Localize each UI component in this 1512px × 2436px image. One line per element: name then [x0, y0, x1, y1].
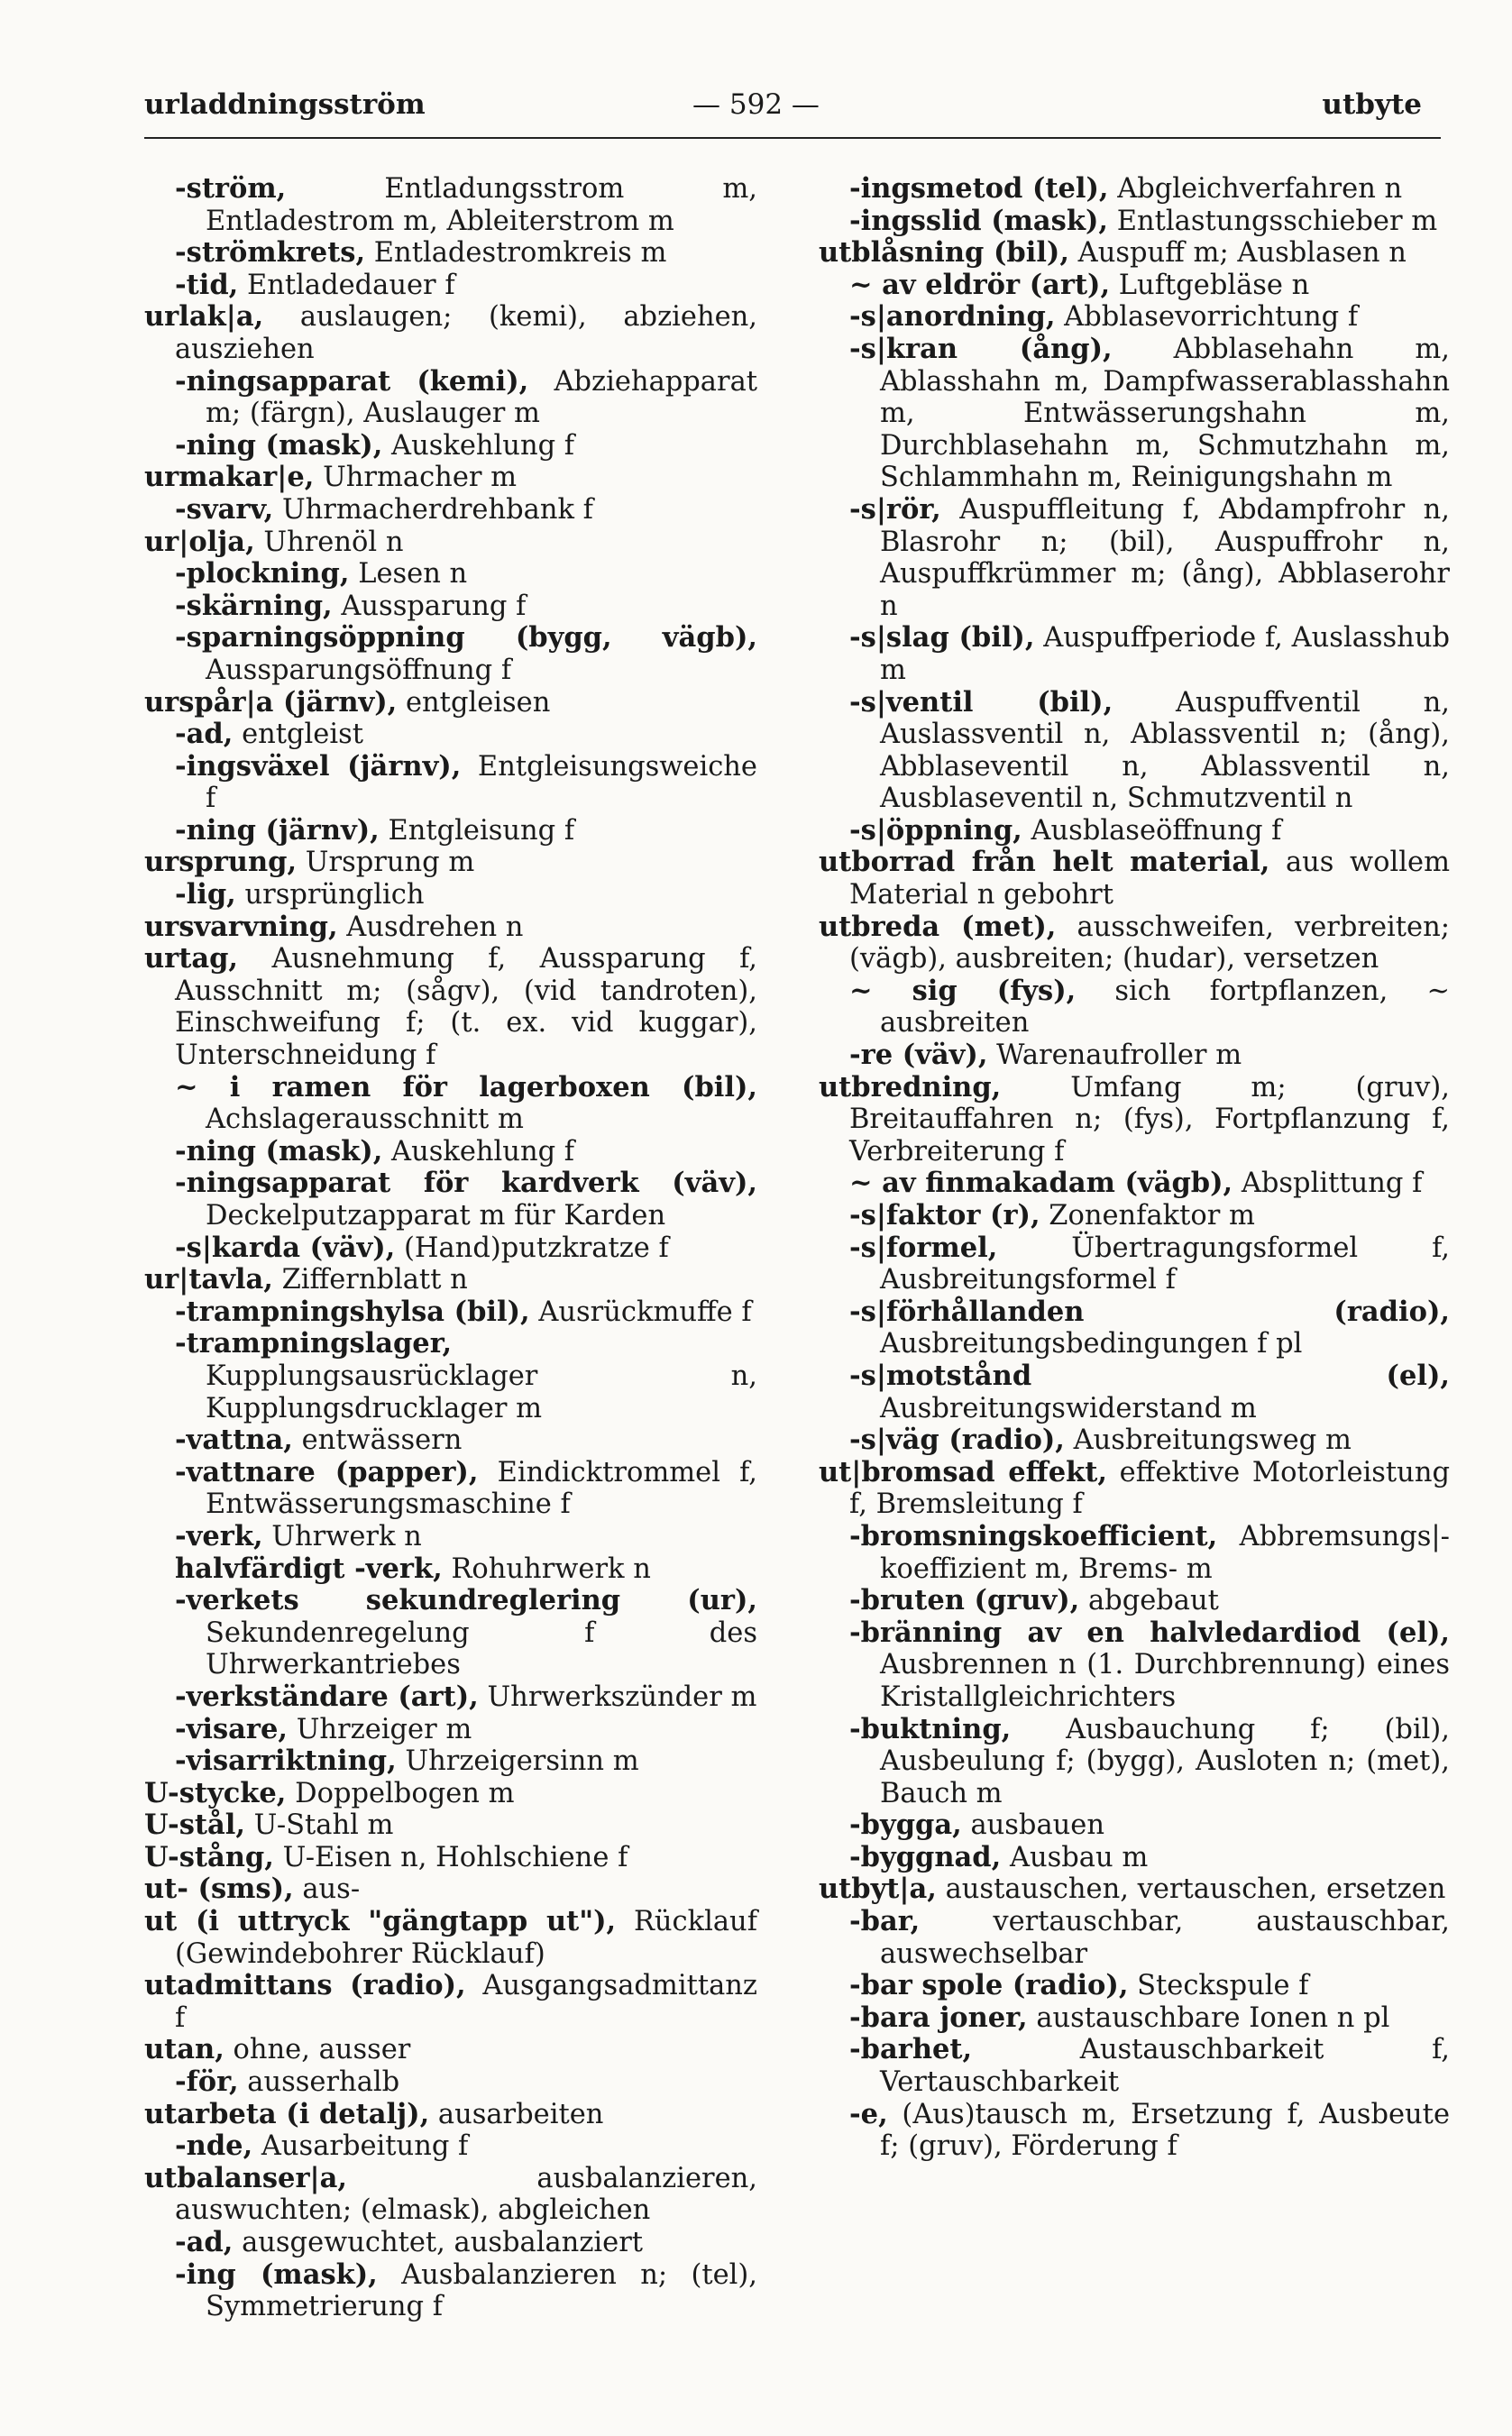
- dictionary-entry: [144, 462, 757, 494]
- dictionary-entry: [819, 2099, 1450, 2163]
- entry-headword: -bränning av en halvledardiod (el),: [849, 1616, 1450, 1649]
- header-rule: [144, 137, 1441, 139]
- entry-translation: entgleisen: [397, 686, 551, 719]
- entry-headword: ~ i ramen för lagerboxen (bil),: [175, 1070, 757, 1104]
- entry-translation: Absplittung f: [1233, 1168, 1423, 1200]
- dictionary-entry: [144, 1970, 757, 2034]
- entry-headword: ut- (sms),: [144, 1873, 294, 1906]
- entry-translation: abgebaut: [1079, 1585, 1219, 1617]
- entry-translation: Auspuffventil n, Auslassventil n, Ablassventil n; (ång), Abblaseventil n, Ablassventil n, Ausblaseventil n, Schmutzventil n: [880, 686, 1450, 815]
- dictionary-entry: [144, 1328, 757, 1424]
- entry-headword: utadmittans (radio),: [144, 1969, 466, 2002]
- dictionary-entry: [144, 2099, 757, 2131]
- dictionary-entry: [819, 975, 1450, 1039]
- entry-translation: Lesen n: [349, 558, 468, 591]
- entry-translation: U-Eisen n, Hohlschiene f: [273, 1841, 628, 1873]
- entry-headword: ursprung,: [144, 846, 298, 879]
- dictionary-entry: [819, 1521, 1450, 1585]
- entry-translation: Ausbalanzieren n; (tel), Symmetrierung f: [206, 2258, 757, 2323]
- entry-translation: Ausbrennen n (1. Durchbrennung) eines Kristallgleichrichters: [880, 1649, 1450, 1713]
- entry-translation: U-Stahl m: [244, 1809, 394, 1842]
- entry-translation: sich fortpflanzen, ~ ausbreiten: [880, 975, 1450, 1039]
- entry-headword: U-stång,: [144, 1840, 274, 1873]
- entry-translation: Uhrmacher m: [314, 462, 518, 494]
- entry-headword: -ningsapparat för kardverk (väv),: [175, 1167, 757, 1200]
- dictionary-entry: [144, 1585, 757, 1681]
- dictionary-entry: [819, 206, 1450, 238]
- dictionary-entry: [819, 1232, 1450, 1296]
- dictionary-entry: [819, 1168, 1450, 1200]
- entry-headword: -trampningslager,: [175, 1327, 453, 1360]
- dictionary-entry: [144, 2163, 757, 2227]
- dictionary-entry: [144, 270, 757, 302]
- dictionary-entry: [144, 591, 757, 623]
- dictionary-entry: [144, 1424, 757, 1457]
- entry-headword: -bruten (gruv),: [849, 1584, 1080, 1617]
- dictionary-entry: [144, 237, 757, 270]
- dictionary-entry: [144, 815, 757, 847]
- entry-translation: Uhrenöl n: [254, 526, 404, 558]
- dictionary-entry: [819, 1039, 1450, 1072]
- entry-headword: -bar spole (radio),: [849, 1969, 1129, 2002]
- dictionary-entry: [144, 1232, 757, 1265]
- dictionary-entry: [144, 527, 757, 559]
- dictionary-entry: [819, 1873, 1450, 1906]
- entry-translation: auslaugen; (kemi), abziehen, ausziehen: [175, 301, 757, 365]
- entry-translation: aus wollem Material n gebohrt: [849, 847, 1450, 911]
- entry-headword: urlak|a,: [144, 300, 264, 334]
- entry-translation: Sekundenregelung f des Uhrwerkantriebes: [206, 1616, 757, 1681]
- entry-headword: -tid,: [175, 268, 239, 301]
- dictionary-entry: [819, 237, 1450, 270]
- entry-translation: austauschen, vertauschen, ersetzen: [936, 1873, 1446, 1906]
- entry-headword: -trampningshylsa (bil),: [175, 1295, 530, 1328]
- entry-translation: Aussparungsöffnung f: [206, 654, 512, 686]
- entry-translation: Entlastungsschieber m: [1108, 205, 1438, 237]
- entry-translation: Abblasevorrichtung f: [1055, 301, 1359, 334]
- dictionary-entry: [144, 1842, 757, 1874]
- entry-headword: -ning (järnv),: [175, 813, 380, 847]
- entry-translation: entgleist: [233, 719, 364, 751]
- entry-translation: Uhrwerk n: [262, 1520, 422, 1552]
- dictionary-entry: [144, 1168, 757, 1232]
- entry-headword: utbyt|a,: [819, 1873, 937, 1906]
- dictionary-entry: [144, 173, 757, 237]
- entry-translation: Uhrmacherdrehbank f: [273, 493, 593, 526]
- entry-headword: -bygga,: [849, 1809, 962, 1842]
- entry-headword: -buktning,: [849, 1712, 1012, 1745]
- dictionary-entry: [144, 1521, 757, 1553]
- dictionary-entry: [144, 1072, 757, 1136]
- entry-headword: U-stål,: [144, 1809, 245, 1842]
- dictionary-entry: [144, 1136, 757, 1168]
- entry-headword: halvfärdigt -verk,: [175, 1552, 443, 1585]
- entry-translation: Ausrückmuffe f: [529, 1296, 752, 1328]
- entry-translation: Entgleisung f: [379, 814, 575, 847]
- entry-headword: -ingsmetod (tel),: [849, 172, 1109, 205]
- dictionary-entry: [819, 494, 1450, 622]
- entry-headword: -bar,: [849, 1905, 921, 1938]
- dictionary-entry: [819, 1457, 1450, 1521]
- dictionary-entry: [144, 1296, 757, 1329]
- dictionary-entry: [819, 622, 1450, 686]
- dictionary-entry: [144, 494, 757, 527]
- dictionary-entry: [819, 1617, 1450, 1714]
- entry-translation: ausbauen: [961, 1809, 1104, 1842]
- dictionary-entry: [819, 301, 1450, 334]
- entry-translation: Auspuffperiode f, Auslasshub m: [880, 622, 1450, 686]
- entry-headword: -verk,: [175, 1519, 263, 1552]
- entry-headword: urtag,: [144, 942, 239, 975]
- entry-headword: -s|kran (ång),: [849, 332, 1113, 365]
- entry-headword: ut|bromsad effekt,: [819, 1455, 1107, 1488]
- entry-translation: Ausbreitungswiderstand m: [880, 1392, 1257, 1424]
- left-column: [144, 173, 757, 2323]
- entry-translation: Umfang m; (gruv), Breitauffahren n; (fys), Fortpflanzung f, Verbreiterung f: [849, 1071, 1450, 1168]
- entry-headword: ut (i uttryck "gängtapp ut"),: [144, 1905, 617, 1938]
- entry-headword: -s|väg (radio),: [849, 1424, 1065, 1457]
- entry-translation: Ziffernblatt n: [272, 1264, 468, 1296]
- entry-headword: -re (väv),: [849, 1039, 988, 1072]
- entry-translation: Kupplungsausrücklager n, Kupplungsdrucklager m: [206, 1360, 757, 1424]
- entry-headword: -nde,: [175, 2129, 253, 2163]
- entry-translation: Steckspule f: [1128, 1970, 1309, 2002]
- entry-translation: Auspuff m; Ausblasen n: [1068, 237, 1407, 270]
- dictionary-entry: [819, 815, 1450, 847]
- dictionary-entry: [144, 719, 757, 751]
- dictionary-entry: [144, 751, 757, 815]
- dictionary-entry: [819, 1200, 1450, 1232]
- entry-headword: ~ sig (fys),: [849, 974, 1077, 1007]
- entry-translation: Ausnehmung f, Aussparung f, Ausschnitt m; (sågv), (vid tandroten), Einschweifung f; (t. ex. vid kuggar), Unterschneidung f: [175, 943, 757, 1072]
- entry-translation: Entladedauer f: [238, 269, 455, 301]
- entry-translation: Doppelbogen m: [286, 1777, 515, 1809]
- dictionary-entry: [819, 1842, 1450, 1874]
- dictionary-entry: [819, 1296, 1450, 1360]
- entry-translation: ausgewuchtet, ausbalanziert: [233, 2227, 644, 2258]
- entry-translation: Ausbau m: [1001, 1841, 1149, 1873]
- entry-headword: utbredning,: [819, 1070, 1002, 1104]
- entry-headword: -s|öppning,: [849, 813, 1022, 847]
- entry-headword: -s|slag (bil),: [849, 621, 1035, 655]
- entry-translation: Uhrzeiger m: [288, 1713, 472, 1745]
- dictionary-entry: [819, 847, 1450, 911]
- entry-headword: -vattnare (papper),: [175, 1455, 479, 1488]
- dictionary-entry: [144, 1681, 757, 1714]
- entry-headword: utarbeta (i detalj),: [144, 2097, 430, 2130]
- entry-headword: ur|tavla,: [144, 1263, 273, 1296]
- entry-translation: Auskehlung f: [382, 429, 575, 462]
- entry-headword: -ingsväxel (järnv),: [175, 749, 462, 783]
- entry-headword: -vattna,: [175, 1424, 293, 1457]
- entry-translation: Ausblaseöffnung f: [1022, 814, 1282, 847]
- entry-translation: ausschweifen, verbreiten; (vägb), ausbreiten; (hudar), versetzen: [849, 911, 1450, 975]
- dictionary-entry: [819, 270, 1450, 302]
- entry-translation: ausserhalb: [238, 2066, 400, 2099]
- entry-headword: utan,: [144, 2033, 225, 2066]
- entry-headword: ursvarvning,: [144, 910, 338, 943]
- entry-translation: Ursprung m: [297, 847, 475, 879]
- entry-headword: -byggnad,: [849, 1840, 1002, 1873]
- entry-headword: utblåsning (bil),: [819, 236, 1069, 270]
- dictionary-entry: [144, 687, 757, 719]
- entry-translation: ohne, ausser: [224, 2034, 411, 2066]
- dictionary-entry: [144, 366, 757, 430]
- entry-headword: urmakar|e,: [144, 461, 315, 494]
- entry-headword: -visarriktning,: [175, 1745, 397, 1778]
- entry-headword: -ningsapparat (kemi),: [175, 364, 529, 398]
- entry-translation: Abziehapparat m; (färgn), Auslauger m: [206, 365, 758, 430]
- entry-translation: Abbremsungs|-koeffizient m, Brems- m: [880, 1520, 1450, 1585]
- dictionary-entry: [819, 1714, 1450, 1810]
- dictionary-entry: [144, 1809, 757, 1842]
- entry-translation: Ausbreitungsbedingungen f pl: [880, 1328, 1303, 1360]
- entry-headword: -svarv,: [175, 492, 274, 526]
- entry-headword: -s|karda (väv),: [175, 1231, 396, 1264]
- dictionary-entry: [819, 1906, 1450, 1970]
- entry-headword: -verkets sekundreglering (ur),: [175, 1584, 757, 1617]
- entry-translation: Austauschbarkeit f, Vertauschbarkeit: [880, 2034, 1450, 2099]
- entry-translation: Übertragungsformel f, Ausbreitungsformel f: [880, 1232, 1450, 1296]
- entry-headword: -ingsslid (mask),: [849, 204, 1109, 237]
- dictionary-entry: [144, 2130, 757, 2163]
- entry-headword: -s|förhållanden (radio),: [849, 1295, 1450, 1328]
- dictionary-entry: [144, 847, 757, 879]
- dictionary-entry: [144, 558, 757, 591]
- entry-headword: -barhet,: [849, 2033, 973, 2066]
- dictionary-entry: [144, 1906, 757, 1970]
- entry-translation: Rücklauf (Gewindebohrer Rücklauf): [175, 1906, 757, 1970]
- entry-translation: Deckelputzapparat m für Karden: [206, 1200, 666, 1232]
- dictionary-entry: [144, 2227, 757, 2259]
- dictionary-entry: [144, 1264, 757, 1296]
- dictionary-entry: [819, 1360, 1450, 1424]
- dictionary-entry: [144, 301, 757, 365]
- entry-headword: -s|formel,: [849, 1231, 998, 1264]
- entry-headword: -ning (mask),: [175, 1134, 383, 1168]
- entry-headword: -för,: [175, 2065, 239, 2099]
- entry-translation: Auspuffleitung f, Abdampfrohr n, Blasrohr n; (bil), Auspuffrohr n, Auspuffkrümmer m; (ång), Abblaserohr n: [880, 493, 1450, 622]
- entry-headword: -ning (mask),: [175, 428, 383, 462]
- dictionary-entry: [144, 2034, 757, 2066]
- entry-headword: U-stycke,: [144, 1776, 287, 1809]
- entry-headword: -bara joner,: [849, 2001, 1028, 2034]
- entry-headword: -verkständare (art),: [175, 1680, 479, 1713]
- entry-translation: Warenaufroller m: [987, 1039, 1242, 1072]
- dictionary-entry: [819, 911, 1450, 975]
- entry-translation: Auskehlung f: [382, 1135, 575, 1168]
- entry-headword: -bromsningskoefficient,: [849, 1519, 1218, 1552]
- entry-translation: ursprünglich: [235, 879, 425, 911]
- entry-translation: Ausgangsadmittanz f: [175, 1970, 757, 2034]
- dictionary-entry: [819, 1809, 1450, 1842]
- entry-translation: aus-: [293, 1873, 361, 1906]
- dictionary-entry: [144, 1778, 757, 1810]
- entry-headword: -skärning,: [175, 589, 333, 622]
- entry-translation: Abblasehahn m, Ablasshahn m, Dampfwasserablasshahn m, Entwässerungshahn m, Durchblasehahn m, Schmutzhahn m, Schlammhahn m, Reinigungshahn m: [880, 333, 1450, 494]
- dictionary-entry: [144, 1457, 757, 1521]
- entry-translation: ausbalanzieren, auswuchten; (elmask), abgleichen: [175, 2162, 757, 2227]
- entry-translation: Entladungsstrom m, Entladestrom m, Ableiterstrom m: [206, 173, 757, 237]
- dictionary-entry: [819, 334, 1450, 494]
- entry-translation: effektive Motorleistung f, Bremsleitung f: [849, 1456, 1450, 1521]
- dictionary-entry: [819, 1072, 1450, 1168]
- entry-headword: -plockning,: [175, 557, 350, 591]
- entry-headword: -sparningsöppning (bygg, vägb),: [175, 621, 757, 655]
- dictionary-entry: [819, 2002, 1450, 2035]
- entry-translation: austauschbare Ionen n pl: [1027, 2001, 1390, 2034]
- right-column: [819, 173, 1450, 2163]
- entry-translation: Uhrwerkszünder m: [478, 1680, 757, 1713]
- entry-translation: Uhrzeigersinn m: [396, 1745, 639, 1778]
- entry-translation: (Aus)tausch m, Ersetzung f, Ausbeute f; (gruv), Förderung f: [880, 2098, 1450, 2163]
- dictionary-entry: [144, 1745, 757, 1778]
- dictionary-entry: [819, 687, 1450, 815]
- entry-headword: -visare,: [175, 1712, 288, 1745]
- entry-headword: ~ av eldrör (art),: [849, 268, 1111, 301]
- entry-translation: Ausbauchung f; (bil), Ausbeulung f; (bygg), Ausloten n; (met), Bauch m: [880, 1713, 1450, 1809]
- entry-headword: -lig,: [175, 878, 236, 911]
- dictionary-entry: [144, 1553, 757, 1586]
- entry-headword: -ad,: [175, 718, 234, 751]
- entry-translation: Entladestromkreis m: [365, 237, 667, 270]
- dictionary-entry: [144, 911, 757, 944]
- entry-translation: entwässern: [292, 1424, 463, 1457]
- entry-headword: -ström,: [175, 172, 287, 205]
- entry-translation: Luftgebläse n: [1110, 269, 1310, 301]
- entry-translation: Ausbreitungsweg m: [1064, 1424, 1352, 1457]
- entry-translation: Ausdrehen n: [337, 911, 524, 943]
- entry-translation: Zonenfaktor m: [1040, 1200, 1255, 1232]
- entry-headword: -s|ventil (bil),: [849, 685, 1113, 719]
- entry-headword: -s|anordning,: [849, 300, 1056, 334]
- running-head-left: urladdningsström: [144, 88, 426, 121]
- entry-translation: Eindicktrommel f, Entwässerungsmaschine f: [206, 1456, 757, 1521]
- dictionary-entry: [819, 173, 1450, 206]
- dictionary-entry: [144, 430, 757, 462]
- entry-translation: vertauschbar, austauschbar, auswechselbar: [880, 1906, 1450, 1970]
- entry-headword: -s|rör,: [849, 492, 941, 526]
- entry-translation: Ausarbeitung f: [252, 2130, 469, 2163]
- dictionary-entry: [144, 2259, 757, 2323]
- entry-headword: ~ av finmakadam (vägb),: [849, 1167, 1233, 1200]
- dictionary-entry: [819, 2034, 1450, 2098]
- dictionary-entry: [144, 1873, 757, 1906]
- dictionary-entry: [144, 622, 757, 686]
- entry-headword: utbreda (met),: [819, 910, 1057, 943]
- dictionary-entry: [819, 1970, 1450, 2002]
- entry-headword: -ad,: [175, 2226, 234, 2258]
- entry-headword: -s|faktor (r),: [849, 1199, 1040, 1232]
- page-number: — 592 —: [692, 88, 820, 121]
- entry-headword: -ing (mask),: [175, 2257, 378, 2291]
- entry-headword: ur|olja,: [144, 525, 255, 558]
- dictionary-entry: [144, 1714, 757, 1746]
- entry-translation: Aussparung f: [332, 590, 527, 622]
- entry-translation: Entgleisungsweiche f: [206, 750, 757, 815]
- entry-headword: -s|motstånd (el),: [849, 1359, 1450, 1392]
- running-head-right: utbyte: [1322, 88, 1422, 121]
- dictionary-entry: [144, 879, 757, 911]
- dictionary-entry: [144, 2066, 757, 2099]
- entry-translation: ausarbeiten: [429, 2098, 604, 2130]
- entry-headword: utborrad från helt material,: [819, 846, 1270, 879]
- entry-headword: -e,: [849, 2097, 888, 2130]
- entry-headword: utbalanser|a,: [144, 2161, 347, 2194]
- dictionary-entry: [819, 1424, 1450, 1457]
- entry-translation: Rohuhrwerk n: [442, 1552, 651, 1585]
- entry-headword: urspår|a (järnv),: [144, 685, 398, 719]
- entry-translation: (Hand)putzkratze f: [395, 1232, 669, 1264]
- dictionary-entry: [144, 943, 757, 1071]
- entry-headword: -strömkrets,: [175, 236, 366, 270]
- dictionary-entry: [819, 1585, 1450, 1617]
- entry-translation: Abgleichverfahren n: [1108, 173, 1403, 205]
- entry-translation: Achslagerausschnitt m: [206, 1104, 524, 1136]
